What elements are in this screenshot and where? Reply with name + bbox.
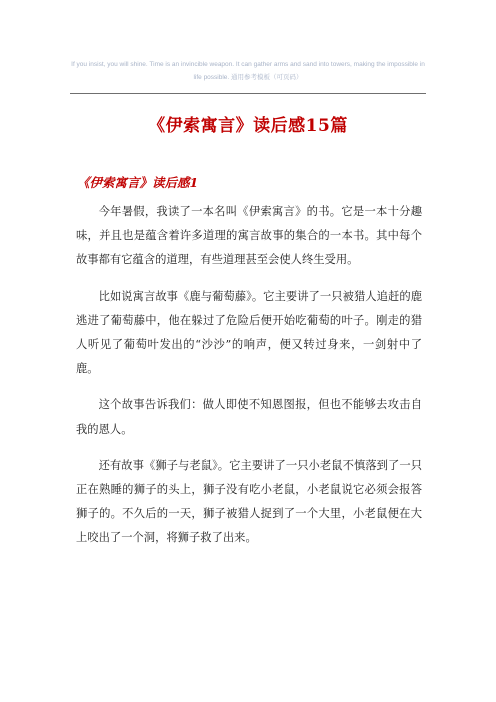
section-body [76, 200, 422, 563]
section-heading: 《伊索寓言》读后感1 [77, 175, 199, 190]
paragraph: 今年暑假，我读了一本名叫《伊索寓言》的书。它是一本十分趣味，并且也是蕴含着许多道理的寓言故事的集合的一本书。其中每个故事都有它蕴含的道理，有些道理甚至会使人终生受用。 [76, 205, 422, 267]
header-motto [70, 58, 426, 84]
header-motto-en: If you insist, you will shine. Time is an invincible weapon. It can gather arms and sand into towers, making the impossible in life possible. [71, 61, 425, 81]
paragraph: 还有故事《狮子与老鼠》。它主要讲了一只小老鼠不慎落到了一只正在熟睡的狮子的头上，狮子没有吃小老鼠，小老鼠说它必须会报答狮子的。不久后的一天，狮子被猎人捉到了一个大里，小老鼠便在大上咬出了一个洞，将狮子救了出来。 [76, 458, 422, 545]
document-title: 《伊索寓言》读后感15篇 [148, 116, 348, 136]
header-motto-cn: 通用参考模板（可页码） [231, 73, 303, 81]
paragraph: 这个故事告诉我们：做人即使不知恩图报，但也不能够去攻击自我的恩人。 [76, 398, 422, 436]
header-divider [70, 93, 426, 94]
paragraph: 比如说寓言故事《鹿与葡萄藤》。它主要讲了一只被猎人追赶的鹿逃进了葡萄藤中，他在躲过了危险后便开始吃葡萄的叶子。刚走的猎人听见了葡萄叶发出的“沙沙”的响声，便又转过身来，一剑射中了鹿。 [76, 289, 422, 376]
